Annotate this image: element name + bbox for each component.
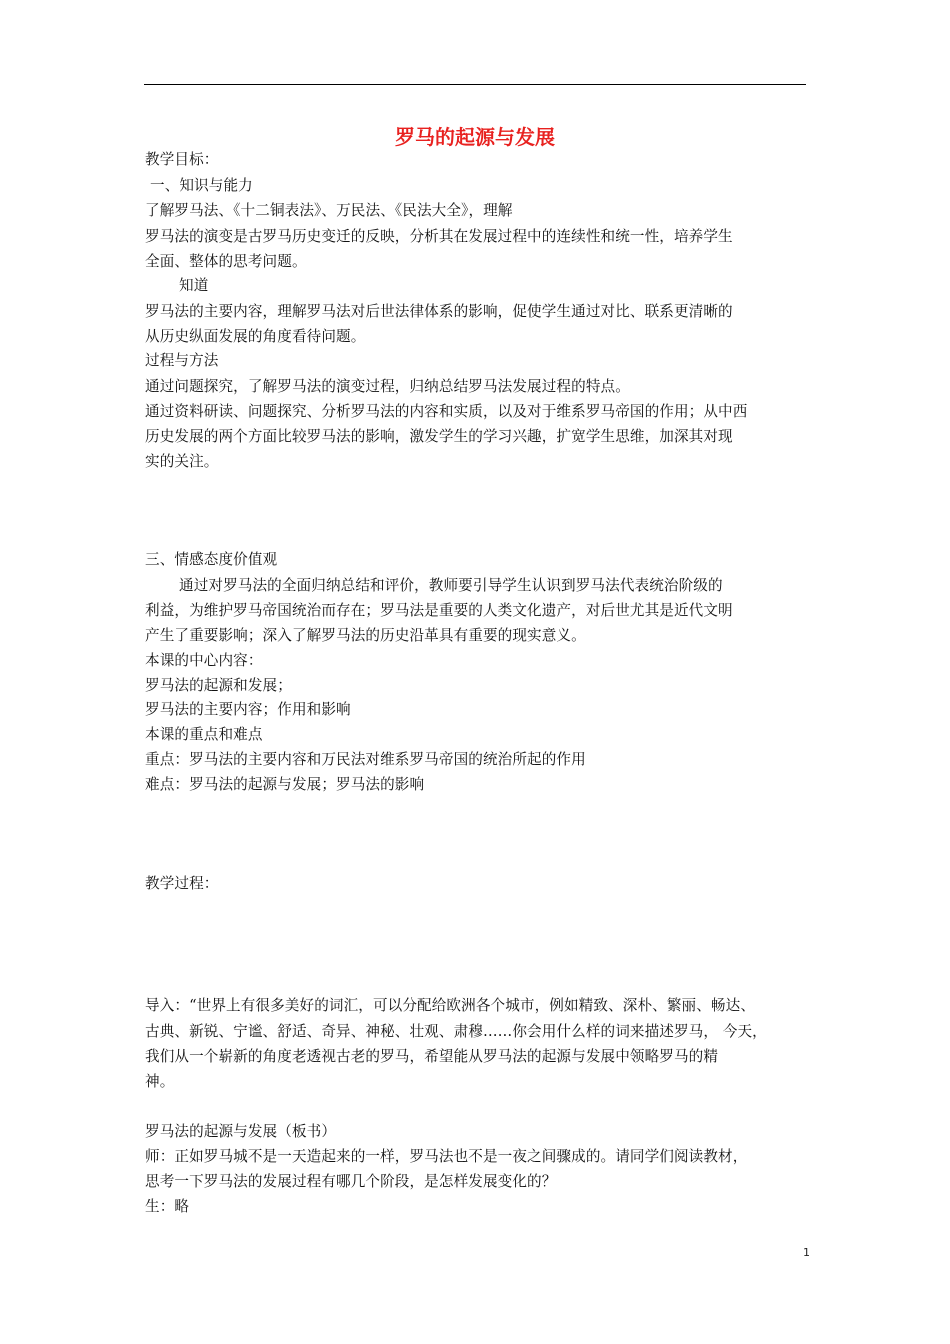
paragraph-line: 师：正如罗马城不是一天造起来的一样，罗马法也不是一夜之间骤成的。请同学们阅读教材， <box>145 1148 748 1165</box>
paragraph-line: 全面、整体的思考问题。 <box>145 253 307 270</box>
document-title: 罗马的起源与发展 <box>395 125 555 149</box>
paragraph-line: 产生了重要影响；深入了解罗马法的历史沿革具有重要的现实意义。 <box>145 627 586 644</box>
section-heading-teaching-goals: 教学目标： <box>145 151 219 168</box>
paragraph-line: 导入：“世界上有很多美好的词汇，可以分配给欧洲各个城市，例如精致、深朴、繁丽、畅达、 <box>145 997 756 1014</box>
paragraph-line: 难点：罗马法的起源与发展；罗马法的影响 <box>145 776 425 793</box>
paragraph-line: 古典、新锐、宁谧、舒适、奇异、神秘、壮观、肃穆……你会用什么样的词来描述罗马， 今天， <box>145 1023 767 1040</box>
paragraph-line: 通过资料研读、问题探究、分析罗马法的内容和实质，以及对于维系罗马帝国的作用；从中西 <box>145 403 748 420</box>
page-number: 1 <box>803 1246 810 1259</box>
paragraph-line: 知道 <box>179 277 209 294</box>
subsection-heading-knowledge: 一、知识与能力 <box>150 177 253 194</box>
header-rule <box>144 84 806 85</box>
paragraph-line: 历史发展的两个方面比较罗马法的影响，激发学生的学习兴趣，扩宽学生思维，加深其对现 <box>145 428 733 445</box>
section-heading-key-points: 本课的重点和难点 <box>145 726 263 743</box>
paragraph-line: 通过问题探究，了解罗马法的演变过程，归纳总结罗马法发展过程的特点。 <box>145 378 630 395</box>
paragraph-line: 实的关注。 <box>145 453 219 470</box>
paragraph-line: 神。 <box>145 1073 175 1090</box>
paragraph-line: 罗马法的起源和发展； <box>145 677 292 694</box>
paragraph-line: 生：略 <box>145 1198 190 1215</box>
paragraph-line: 我们从一个崭新的角度老透视古老的罗马，希望能从罗马法的起源与发展中领略罗马的精 <box>145 1048 719 1065</box>
subsection-heading-process: 过程与方法 <box>145 352 219 369</box>
paragraph-line: 利益，为维护罗马帝国统治而存在；罗马法是重要的人类文化遗产，对后世尤其是近代文明 <box>145 602 733 619</box>
subsection-heading-values: 三、情感态度价值观 <box>145 551 278 568</box>
paragraph-line: 罗马法的主要内容，理解罗马法对后世法律体系的影响，促使学生通过对比、联系更清晰的 <box>145 303 733 320</box>
paragraph-line: 重点：罗马法的主要内容和万民法对维系罗马帝国的统治所起的作用 <box>145 751 586 768</box>
paragraph-line: 通过对罗马法的全面归纳总结和评价，教师要引导学生认识到罗马法代表统治阶级的 <box>179 577 723 594</box>
board-heading: 罗马法的起源与发展（板书） <box>145 1123 337 1140</box>
paragraph-line: 了解罗马法、《十二铜表法》、万民法、《民法大全》，理解 <box>145 202 513 219</box>
section-heading-core-content: 本课的中心内容： <box>145 652 263 669</box>
section-heading-teaching-process: 教学过程： <box>145 875 219 892</box>
paragraph-line: 罗马法的主要内容；作用和影响 <box>145 701 351 718</box>
paragraph-line: 罗马法的演变是古罗马历史变迁的反映，分析其在发展过程中的连续性和统一性，培养学生 <box>145 228 733 245</box>
paragraph-line: 从历史纵面发展的角度看待问题。 <box>145 328 366 345</box>
paragraph-line: 思考一下罗马法的发展过程有哪几个阶段，是怎样发展变化的？ <box>145 1173 557 1190</box>
